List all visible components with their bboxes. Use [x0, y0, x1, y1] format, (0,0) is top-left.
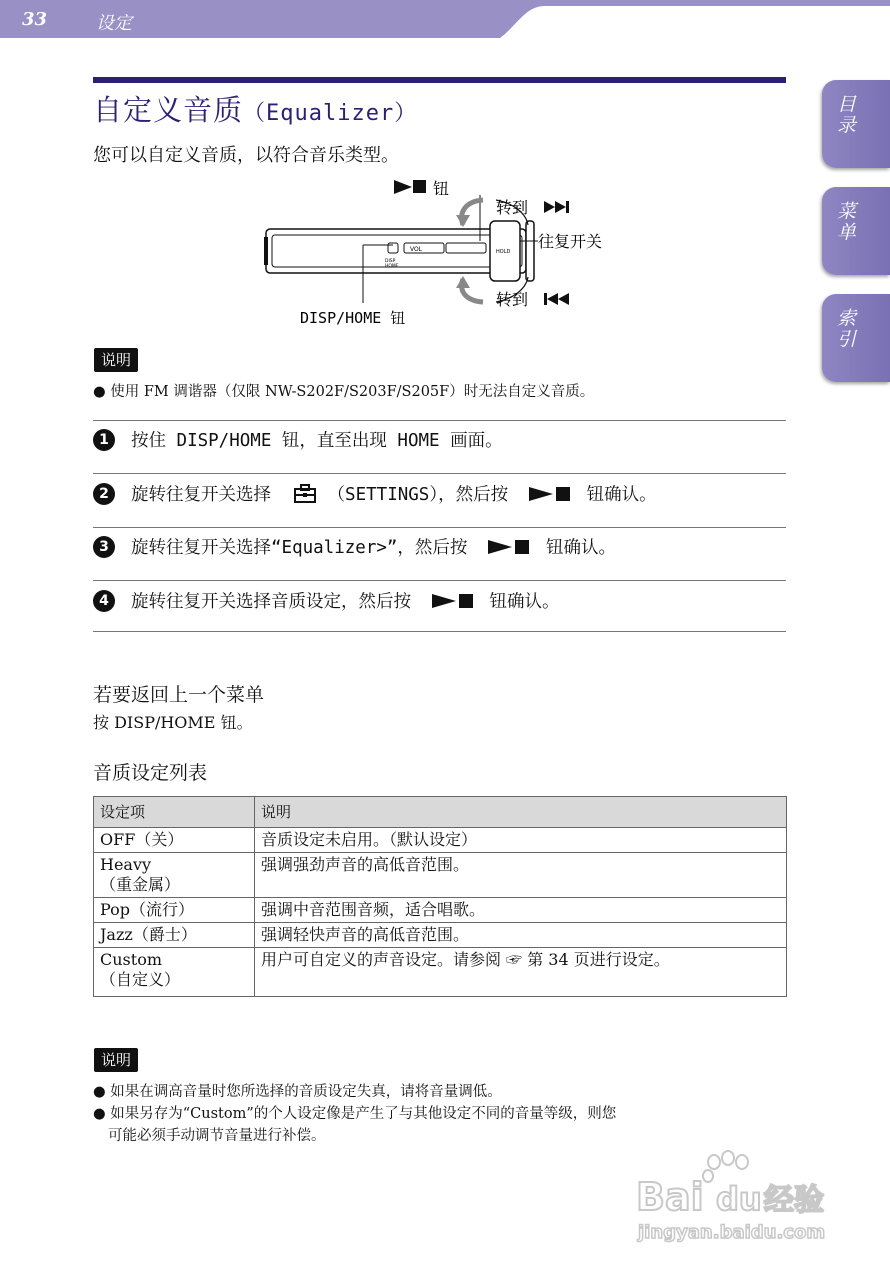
step-number: 2 [93, 483, 115, 505]
step-4 [93, 588, 786, 616]
step-text-end: 钮确认。 [545, 538, 616, 558]
table-row [94, 828, 787, 853]
divider [93, 420, 786, 421]
table-header-item: 设定项 [94, 797, 255, 828]
play-stop-icon [432, 592, 480, 610]
step-3 [93, 534, 786, 562]
tab-menu-label: 菜单 [834, 201, 856, 243]
note-item: ● 如果在调高音量时您所选择的音质设定失真，请将音量调低。 [93, 1084, 502, 1100]
tab-contents[interactable] [822, 80, 890, 168]
table-row [94, 923, 787, 948]
note-badge: 说明 [94, 1048, 138, 1072]
title-sub: （Equalizer） [243, 101, 418, 126]
table-header-row [94, 797, 787, 828]
note-item-text: 使用 FM 调谐器（仅限 NW-S202F/S203F/S205F）时无法自定义音质。 [110, 384, 595, 400]
table-header-desc: 说明 [255, 797, 787, 828]
table-cell-item: Jazz（爵士） [94, 923, 255, 948]
note-badge: 说明 [94, 348, 138, 372]
equalizer-table [93, 796, 787, 997]
page-title [93, 88, 417, 129]
vol-label: VOL [410, 246, 423, 253]
page-number: 33 [22, 9, 48, 30]
step-number: 3 [93, 536, 115, 558]
table-cell-desc: 音质设定未启用。（默认设定） [255, 828, 787, 853]
table-cell-desc: 强调中音范围音频，适合唱歌。 [255, 898, 787, 923]
jog-switch-label: 往复开关 [538, 232, 603, 251]
title-rule [93, 77, 786, 83]
play-stop-icon [529, 485, 577, 503]
divider [93, 580, 786, 581]
page-reference-link[interactable]: 第 34 页进行设定。 [527, 950, 670, 969]
back-menu-text: 按 DISP/HOME 钮。 [93, 713, 253, 732]
table-row [94, 948, 787, 997]
step-text: 旋转往复开关选择音质设定，然后按 [131, 592, 411, 612]
divider [93, 631, 786, 632]
watermark-brand-du: du [716, 1180, 762, 1218]
header-bar [0, 0, 890, 40]
to-prev-label: 转到 [496, 290, 529, 309]
reference-hand-icon[interactable]: ☞ [506, 950, 523, 969]
note-item-text: 如果在调高音量时您所选择的音质设定失真，请将音量调低。 [110, 1084, 502, 1100]
watermark-cn: 经验 [764, 1183, 824, 1218]
play-stop-icon [394, 180, 426, 194]
table-row [94, 853, 787, 898]
step-number: 4 [93, 590, 115, 612]
table-cell-item: OFF（关） [94, 828, 255, 853]
step-text: 按住 DISP/HOME 钮，直至出现 HOME 画面。 [131, 431, 503, 451]
note-item-text: 如果另存为“Custom”的个人设定像是产生了与其他设定不同的音量等级，则您 [110, 1106, 617, 1122]
note-item: ● 如果另存为“Custom”的个人设定像是产生了与其他设定不同的音量等级，则您 [93, 1106, 617, 1122]
device-diagram [258, 175, 638, 330]
back-menu-heading: 若要返回上一个菜单 [93, 684, 265, 706]
table-cell-desc [255, 948, 787, 997]
step-text: 旋转往复开关选择“Equalizer>”，然后按 [131, 538, 468, 558]
disp-small-label: DISP [385, 259, 396, 264]
note-item-cont: 可能必须手动调节音量进行补偿。 [108, 1128, 326, 1144]
home-small-label: HOME [385, 264, 399, 269]
section-name: 设定 [96, 13, 132, 34]
play-stop-label: 钮 [433, 179, 450, 198]
note-item: ● 使用 FM 调谐器（仅限 NW-S202F/S203F/S205F）时无法自定义音质。 [93, 384, 595, 400]
table-cell-item: Pop（流行） [94, 898, 255, 923]
disp-home-label: DISP/HOME 钮 [300, 309, 406, 327]
table-cell-desc-pre: 用户可自定义的声音设定。请参阅 [261, 950, 502, 969]
tab-index-label: 索引 [834, 308, 856, 350]
step-text-end: 钮确认。 [586, 485, 657, 505]
intro-text: 您可以自定义音质，以符合音乐类型。 [93, 145, 399, 166]
step-text: 旋转往复开关选择 [131, 485, 271, 505]
step-text-mid: （SETTINGS），然后按 [327, 485, 509, 505]
hold-label: HOLD [496, 249, 511, 255]
table-cell-desc: 强调轻快声音的高低音范围。 [255, 923, 787, 948]
divider [93, 527, 786, 528]
play-stop-icon [488, 538, 536, 556]
table-row [94, 898, 787, 923]
watermark-brand: Bai [636, 1175, 704, 1219]
step-2 [93, 481, 786, 509]
step-text-end: 钮确认。 [489, 592, 560, 612]
step-1 [93, 427, 786, 455]
prev-track-icon [544, 293, 569, 305]
table-cell-item: Custom （自定义） [94, 948, 255, 997]
to-next-label: 转到 [496, 198, 529, 217]
list-heading: 音质设定列表 [93, 762, 208, 784]
next-track-icon [544, 201, 569, 213]
baidu-watermark-logo [636, 1150, 846, 1250]
tab-index[interactable] [822, 294, 890, 382]
watermark-url: jingyan.baidu.com [638, 1222, 826, 1243]
settings-toolbox-icon [292, 484, 318, 504]
tab-menu[interactable] [822, 187, 890, 275]
tab-contents-label: 目录 [834, 94, 856, 136]
step-number: 1 [93, 429, 115, 451]
table-cell-item: Heavy （重金属） [94, 853, 255, 898]
title-main: 自定义音质 [93, 93, 244, 127]
table-cell-desc: 强调强劲声音的高低音范围。 [255, 853, 787, 898]
divider [93, 473, 786, 474]
